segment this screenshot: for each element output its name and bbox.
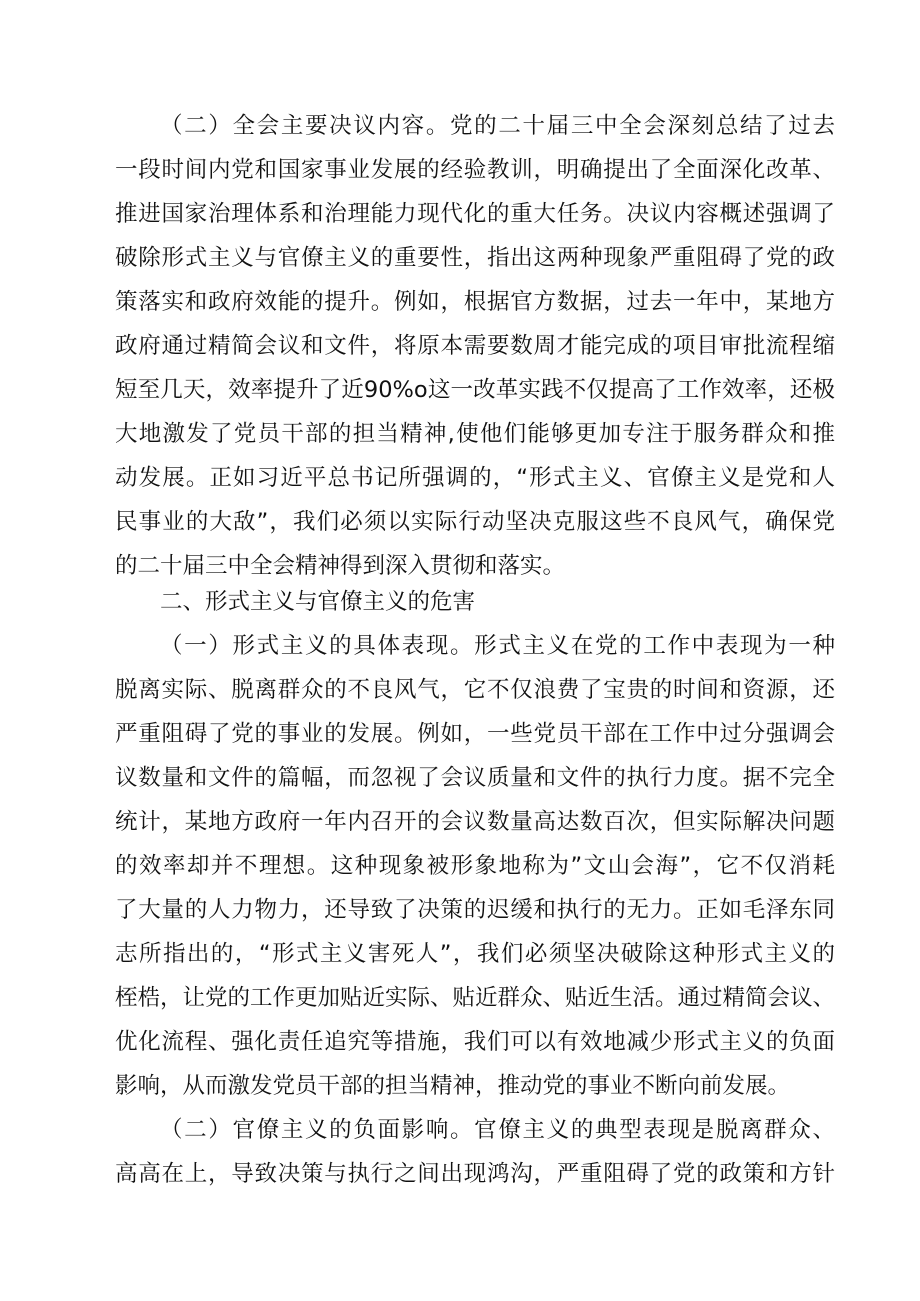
paragraph-line: 影响，从而激发党员干部的担当精神，推动党的事业不断向前发展。 [115,1073,791,1099]
paragraph-line: 严重阻碍了党的事业的发展。例如，一些党员干部在工作中过分强调会 [115,721,835,747]
section-heading: 二、形式主义与官僚主义的危害 [160,589,476,615]
paragraph-line: 优化流程、强化责任追究等措施，我们可以有效地减少形式主义的负面 [115,1029,835,1055]
paragraph-line: 动发展。正如习近平总书记所强调的，“形式主义、官僚主义是党和人 [115,465,835,491]
paragraph-line: 桎梏，让党的工作更加贴近实际、贴近群众、贴近生活。通过精简会议、 [115,985,836,1011]
paragraph-line: 统计，某地方政府一年内召开的会议数量高达数百次，但实际解决问题 [115,809,835,835]
paragraph-line: 策落实和政府效能的提升。例如，根据官方数据，过去一年中，某地方 [115,289,835,315]
paragraph-line: 政府通过精简会议和文件，将原本需要数周才能完成的项目审批流程缩 [115,333,835,359]
paragraph-line: 志所指出的，“形式主义害死人”，我们必须坚决破除这种形式主义的 [115,941,835,967]
paragraph-line: 的二十届三中全会精神得到深入贯彻和落实。 [115,553,566,579]
paragraph-line: 高高在上，导致决策与执行之间出现鸿沟，严重阻碍了党的政策和方针 [115,1161,835,1187]
paragraph-line: 的效率却并不理想。这种现象被形象地称为”文山会海”，它不仅消耗 [115,853,835,879]
paragraph-line: 脱离实际、脱离群众的不良风气，它不仅浪费了宝贵的时间和资源，还 [115,677,835,703]
paragraph-line: （一）形式主义的具体表现。形式主义在党的工作中表现为一种 [160,633,835,659]
paragraph-line: （二）全会主要决议内容。党的二十届三中全会深刻总结了过去 [160,113,835,139]
paragraph-line: 破除形式主义与官僚主义的重要性，指出这两种现象严重阻碍了党的政 [115,245,835,271]
paragraph-line: （二）官僚主义的负面影响。官僚主义的典型表现是脱离群众、 [160,1117,835,1143]
paragraph-line: 民事业的大敌”，我们必须以实际行动坚决克服这些不良风气，确保党 [115,509,835,535]
paragraph-line: 议数量和文件的篇幅，而忽视了会议质量和文件的执行力度。据不完全 [115,765,835,791]
paragraph-line: 了大量的人力物力，还导致了决策的迟缓和执行的无力。正如毛泽东同 [115,897,835,923]
paragraph-line: 推进国家治理体系和治理能力现代化的重大任务。决议内容概述强调了 [115,201,835,227]
paragraph-line: 大地激发了党员干部的担当精神,使他们能够更加专注于服务群众和推 [115,421,835,447]
paragraph-line: 短至几天，效率提升了近90%o这一改革实践不仅提高了工作效率，还极 [115,377,835,403]
paragraph-line: 一段时间内党和国家事业发展的经验教训，明确提出了全面深化改革、 [115,157,835,183]
